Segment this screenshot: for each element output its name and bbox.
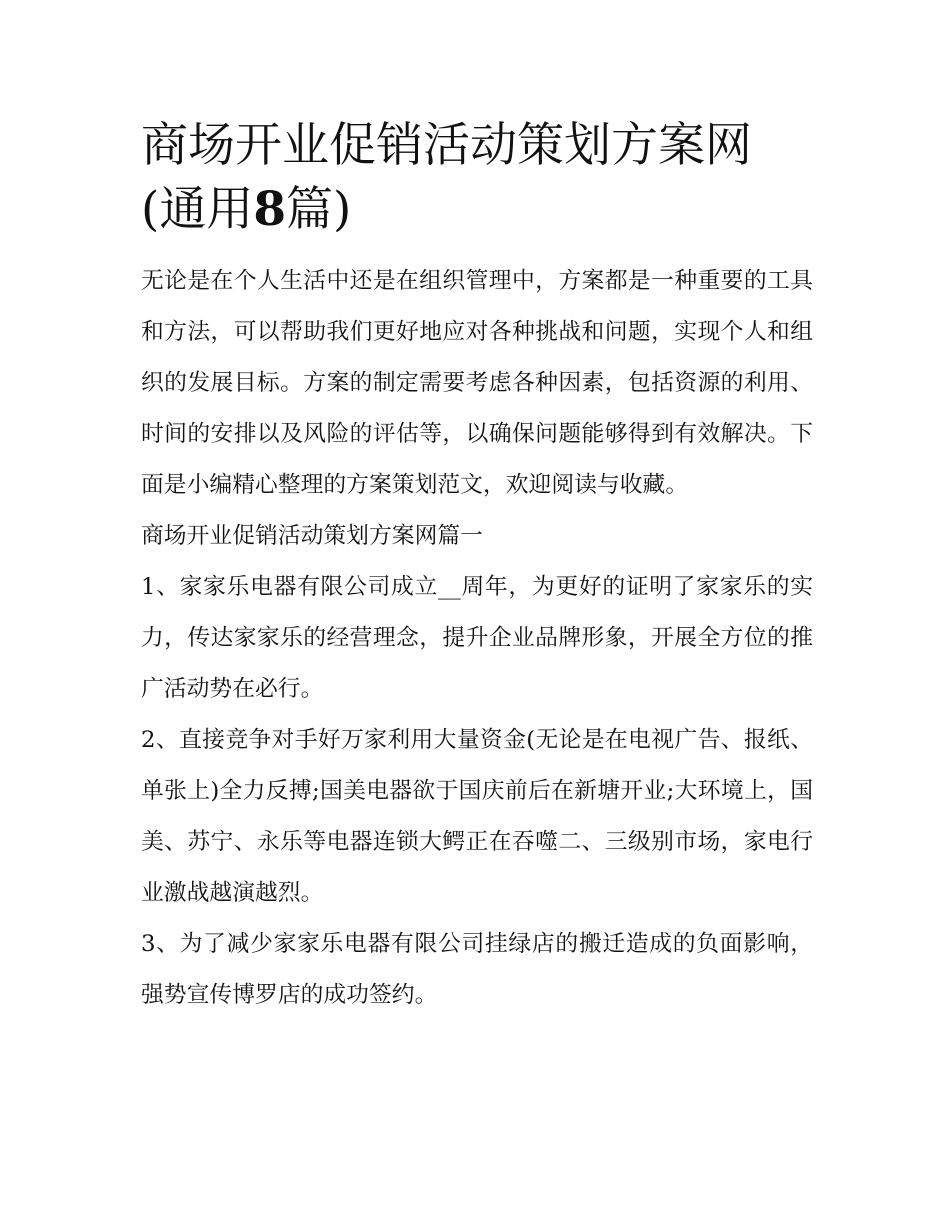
list-item-3: 3、为了减少家家乐电器有限公司挂绿店的搬迁造成的负面影响，强势宣传博罗店的成功签约。	[141, 931, 813, 1008]
document-body	[141, 114, 813, 1021]
title-line-2	[141, 178, 813, 242]
list-item-2: 2、直接竞争对手好万家利用大量资金(无论是在电视广告、报纸、单张上)全力反搏;国美电器欲于国庆前后在新塘开业;大环境上，国美、苏宁、永乐等电器连锁大鳄正在吞噬二、三级别市场，家电行业激战越演越烈。	[141, 727, 813, 906]
intro-paragraph: 无论是在个人生活中还是在组织管理中，方案都是一种重要的工具和方法，可以帮助我们更好地应对各种挑战和问题，实现个人和组织的发展目标。方案的制定需要考虑各种因素，包括资源的利用、时间的安排以及风险的评估等，以确保问题能够得到有效解决。下面是小编精心整理的方案策划范文，欢迎阅读与收藏。	[141, 268, 813, 498]
title-open: (通用	[141, 182, 254, 237]
title-close: 篇)	[286, 182, 352, 237]
title-line-1: 商场开业促销活动策划方案网	[141, 118, 752, 173]
document-title	[141, 114, 813, 242]
section-heading: 商场开业促销活动策划方案网篇一	[141, 523, 483, 549]
list-item-1: 1、家家乐电器有限公司成立__周年，为更好的证明了家家乐的实力，传达家家乐的经营理念，提升企业品牌形象，开展全方位的推广活动势在必行。	[141, 574, 813, 702]
title-number: 8	[253, 182, 287, 237]
